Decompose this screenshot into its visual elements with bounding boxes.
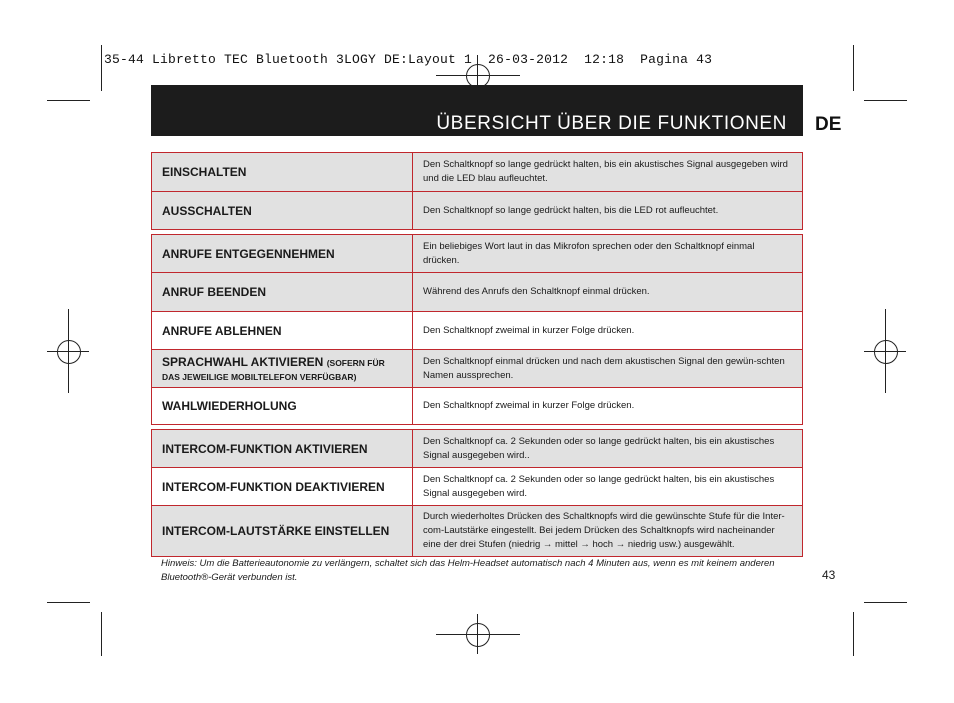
function-description: Den Schaltknopf so lange gedrückt halten, bis die LED rot aufleuchtet.: [423, 204, 719, 216]
page-number: 43: [822, 568, 836, 582]
crop-mark: [853, 45, 854, 91]
footnote-hinweis: Hinweis: Um die Batterieautonomie zu verlängern, schaltet sich das Helm-Headset automatisch nach 4 Minuten aus, wenn es mit keinem anderen Bluetooth®-Gerät verbunden ist.: [161, 558, 775, 583]
registration-mark-circle: [57, 340, 81, 364]
section-title: ÜBERSICHT ÜBER DIE FUNKTIONEN: [436, 113, 787, 134]
function-label: ANRUFE ABLEHNEN: [152, 312, 413, 349]
function-label: WAHLWIEDERHOLUNG: [152, 388, 413, 424]
function-label: ANRUF BEENDEN: [152, 273, 413, 311]
function-description: Den Schaltknopf so lange gedrückt halten, bis ein akustisches Signal ausgegeben wird und die LED blau aufleuchtet.: [423, 159, 788, 184]
table-row: [152, 467, 802, 505]
crop-mark: [101, 45, 102, 91]
table-row: [152, 430, 802, 467]
table-row: [152, 505, 802, 556]
table-group-intercom: [151, 429, 803, 557]
functions-table: [151, 152, 803, 561]
function-description: Den Schaltknopf zweimal in kurzer Folge drücken.: [423, 324, 635, 336]
crop-mark: [864, 100, 907, 101]
function-label: INTERCOM-LAUTSTÄRKE EINSTELLEN: [152, 506, 413, 556]
language-code: DE: [815, 114, 842, 135]
crop-mark: [47, 100, 90, 101]
table-row: [152, 349, 802, 387]
function-description: Den Schaltknopf ca. 2 Sekunden oder so lange gedrückt halten, bis ein akustisches Signal ausgegeben wird..: [423, 435, 775, 461]
function-description: Den Schaltknopf ca. 2 Sekunden oder so lange gedrückt halten, bis ein akustisches Signal ausgegeben wird.: [423, 473, 775, 499]
table-row: [152, 153, 802, 191]
function-label: AUSSCHALTEN: [152, 192, 413, 229]
function-label: ANRUFE ENTGEGENNEHMEN: [152, 235, 413, 272]
function-description: Während des Anrufs den Schaltknopf einmal drücken.: [423, 286, 650, 297]
function-label: INTERCOM-FUNKTION DEAKTIVIEREN: [152, 468, 413, 505]
table-row: [152, 272, 802, 311]
function-description: Ein beliebiges Wort laut in das Mikrofon sprechen oder den Schaltknopf einmal drücken.: [423, 240, 755, 266]
function-description: Durch wiederholtes Drücken des Schaltknopfs wird die gewünschte Stufe für die Inter-com-Lautstärke eingestellt. Bei jedem Drücken des Schaltknopfs wird nacheinander eine der drei Stufen (niedrig → mittel → hoch → niedrig usw.) ausgewählt.: [423, 511, 785, 550]
table-row: [152, 191, 802, 229]
function-label-text: SPRACHWAHL AKTIVIEREN (SOFERN FÜR DAS JEWEILIGE MOBILTELEFON VERFÜGBAR): [162, 354, 385, 382]
crop-mark: [47, 602, 90, 603]
crop-mark: [101, 612, 102, 656]
table-row: [152, 235, 802, 272]
function-label: EINSCHALTEN: [152, 153, 413, 191]
section-header-bar: [151, 85, 803, 136]
table-row: [152, 387, 802, 424]
function-label: [152, 350, 413, 387]
table-row: [152, 311, 802, 349]
table-group-power: [151, 152, 803, 230]
function-label-note: (SOFERN FÜR DAS JEWEILIGE MOBILTELEFON VERFÜGBAR): [162, 357, 385, 382]
registration-mark-circle: [874, 340, 898, 364]
table-group-calls: [151, 234, 803, 425]
function-description: Den Schaltknopf zweimal in kurzer Folge drücken.: [423, 400, 635, 411]
crop-mark: [864, 602, 907, 603]
crop-mark: [853, 612, 854, 656]
registration-mark-circle: [466, 623, 490, 647]
print-slug-line: 35-44 Libretto TEC Bluetooth 3LOGY DE:Layout 1 26-03-2012 12:18 Pagina 43: [104, 52, 713, 67]
function-label: INTERCOM-FUNKTION AKTIVIEREN: [152, 430, 413, 467]
function-description: Den Schaltknopf einmal drücken und nach dem akustischen Signal den gewün-schten Namen aussprechen.: [423, 355, 785, 381]
